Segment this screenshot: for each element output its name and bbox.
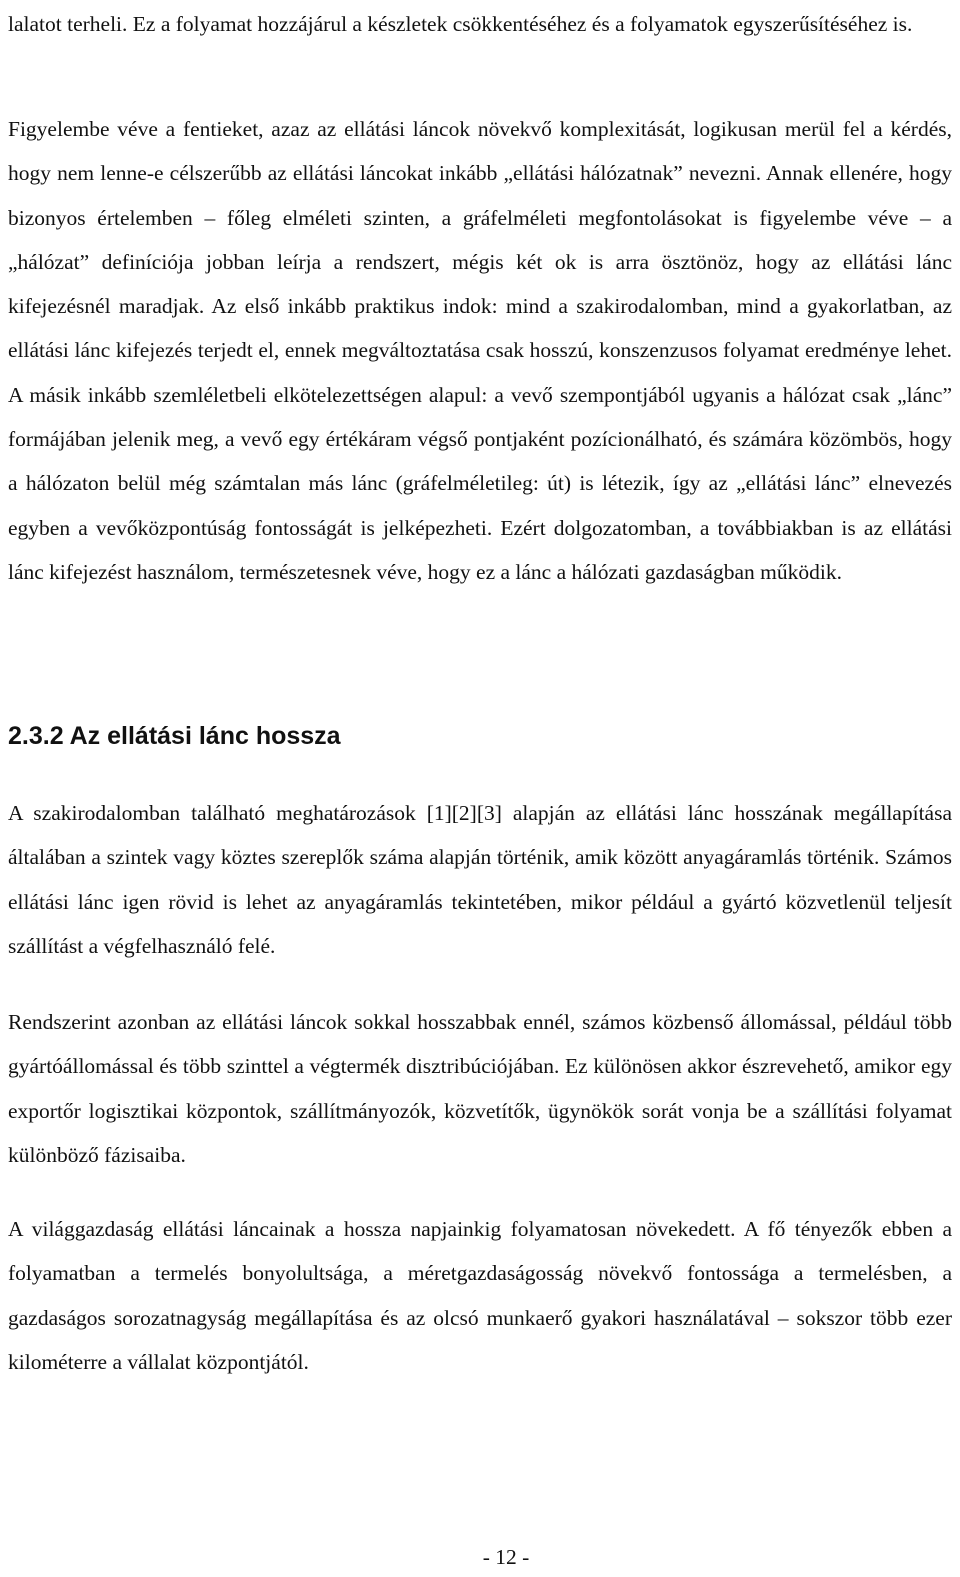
paragraph-chain-length-definition: A szakirodalomban található meghatározások [1][2][3] alapján az ellátási lánc hosszának megállapítása általában a szintek vagy köztes szereplők száma alapján történik, amik között anyagáramlás történik. Számos ellátási lánc igen rövid is lehet az anyagáramlás tekintetében, mikor például a gyártó közvetlenül teljesít szállítást a végfelhasználó felé. [8, 801, 952, 958]
paragraph-network-vs-chain: Figyelembe véve a fentieket, azaz az ellátási láncok növekvő komplexitását, logikusan merül fel a kérdés, hogy nem lenne-e célszerűbb az ellátási láncokat inkább „ellátási hálózatnak” nevezni. Annak ellenére, hogy bizonyos értelemben – főleg elméleti szinten, a gráfelméleti megfontolásokat is figyelembe véve – a „hálózat” definíciója jobban leírja a rendszert, mégis két ok is arra ösztönöz, hogy az ellátási lánc kifejezésnél maradjak. Az első inkább praktikus indok: mind a szakirodalomban, mind a gyakorlatban, az ellátási lánc kifejezés terjedt el, ennek megváltoztatása csak hosszú, konszenzusos folyamat eredménye lehet. A másik inkább szemléletbeli elkötelezettségen alapul: a vevő szempontjából ugyanis a hálózat csak „lánc” formájában jelenik meg, a vevő egy értékáram végső pontjaként pozícionálható, és számára közömbös, hogy a hálózaton belül még számtalan más lánc (gráfelméletileg: út) is létezik, így az „ellátási lánc” elnevezés egyben a vevőközpontúság fontosságát is jelképezheti. Ezért dolgozatomban, a továbbiakban is az ellátási lánc kifejezést használom, természetesnek véve, hogy ez a lánc a hálózati gazdaságban működik. [8, 117, 952, 584]
paragraph-world-economy: A világgazdaság ellátási láncainak a hossza napjainkig folyamatosan növekedett. A fő tényezők ebben a folyamatban a termelés bonyolultsága, a méretgazdaságosság növekvő fontossága a termelésben, a gazdaságos sorozatnagyság megállapítása és az olcsó munkaerő gyakori használatával – sokszor több ezer kilométerre a vállalat központjától. [8, 1217, 952, 1374]
paragraph-continuation: lalatot terheli. Ez a folyamat hozzájárul a készletek csökkentéséhez és a folyamatok egyszerűsítéséhez is. [8, 12, 913, 36]
paragraph-longer-chains: Rendszerint azonban az ellátási láncok sokkal hosszabbak ennél, számos közbenső állomással, például több gyártóállomással és több szinttel a végtermék disztribúciójában. Ez különösen akkor észrevehető, amikor egy exportőr logisztikai központok, szállítmányozók, közvetítők, ügynökök sorát vonja be a szállítási folyamat különböző fázisaiba. [8, 1010, 952, 1167]
section-heading: 2.3.2 Az ellátási lánc hossza [8, 722, 341, 750]
page-number: - 12 - [482, 1545, 530, 1569]
